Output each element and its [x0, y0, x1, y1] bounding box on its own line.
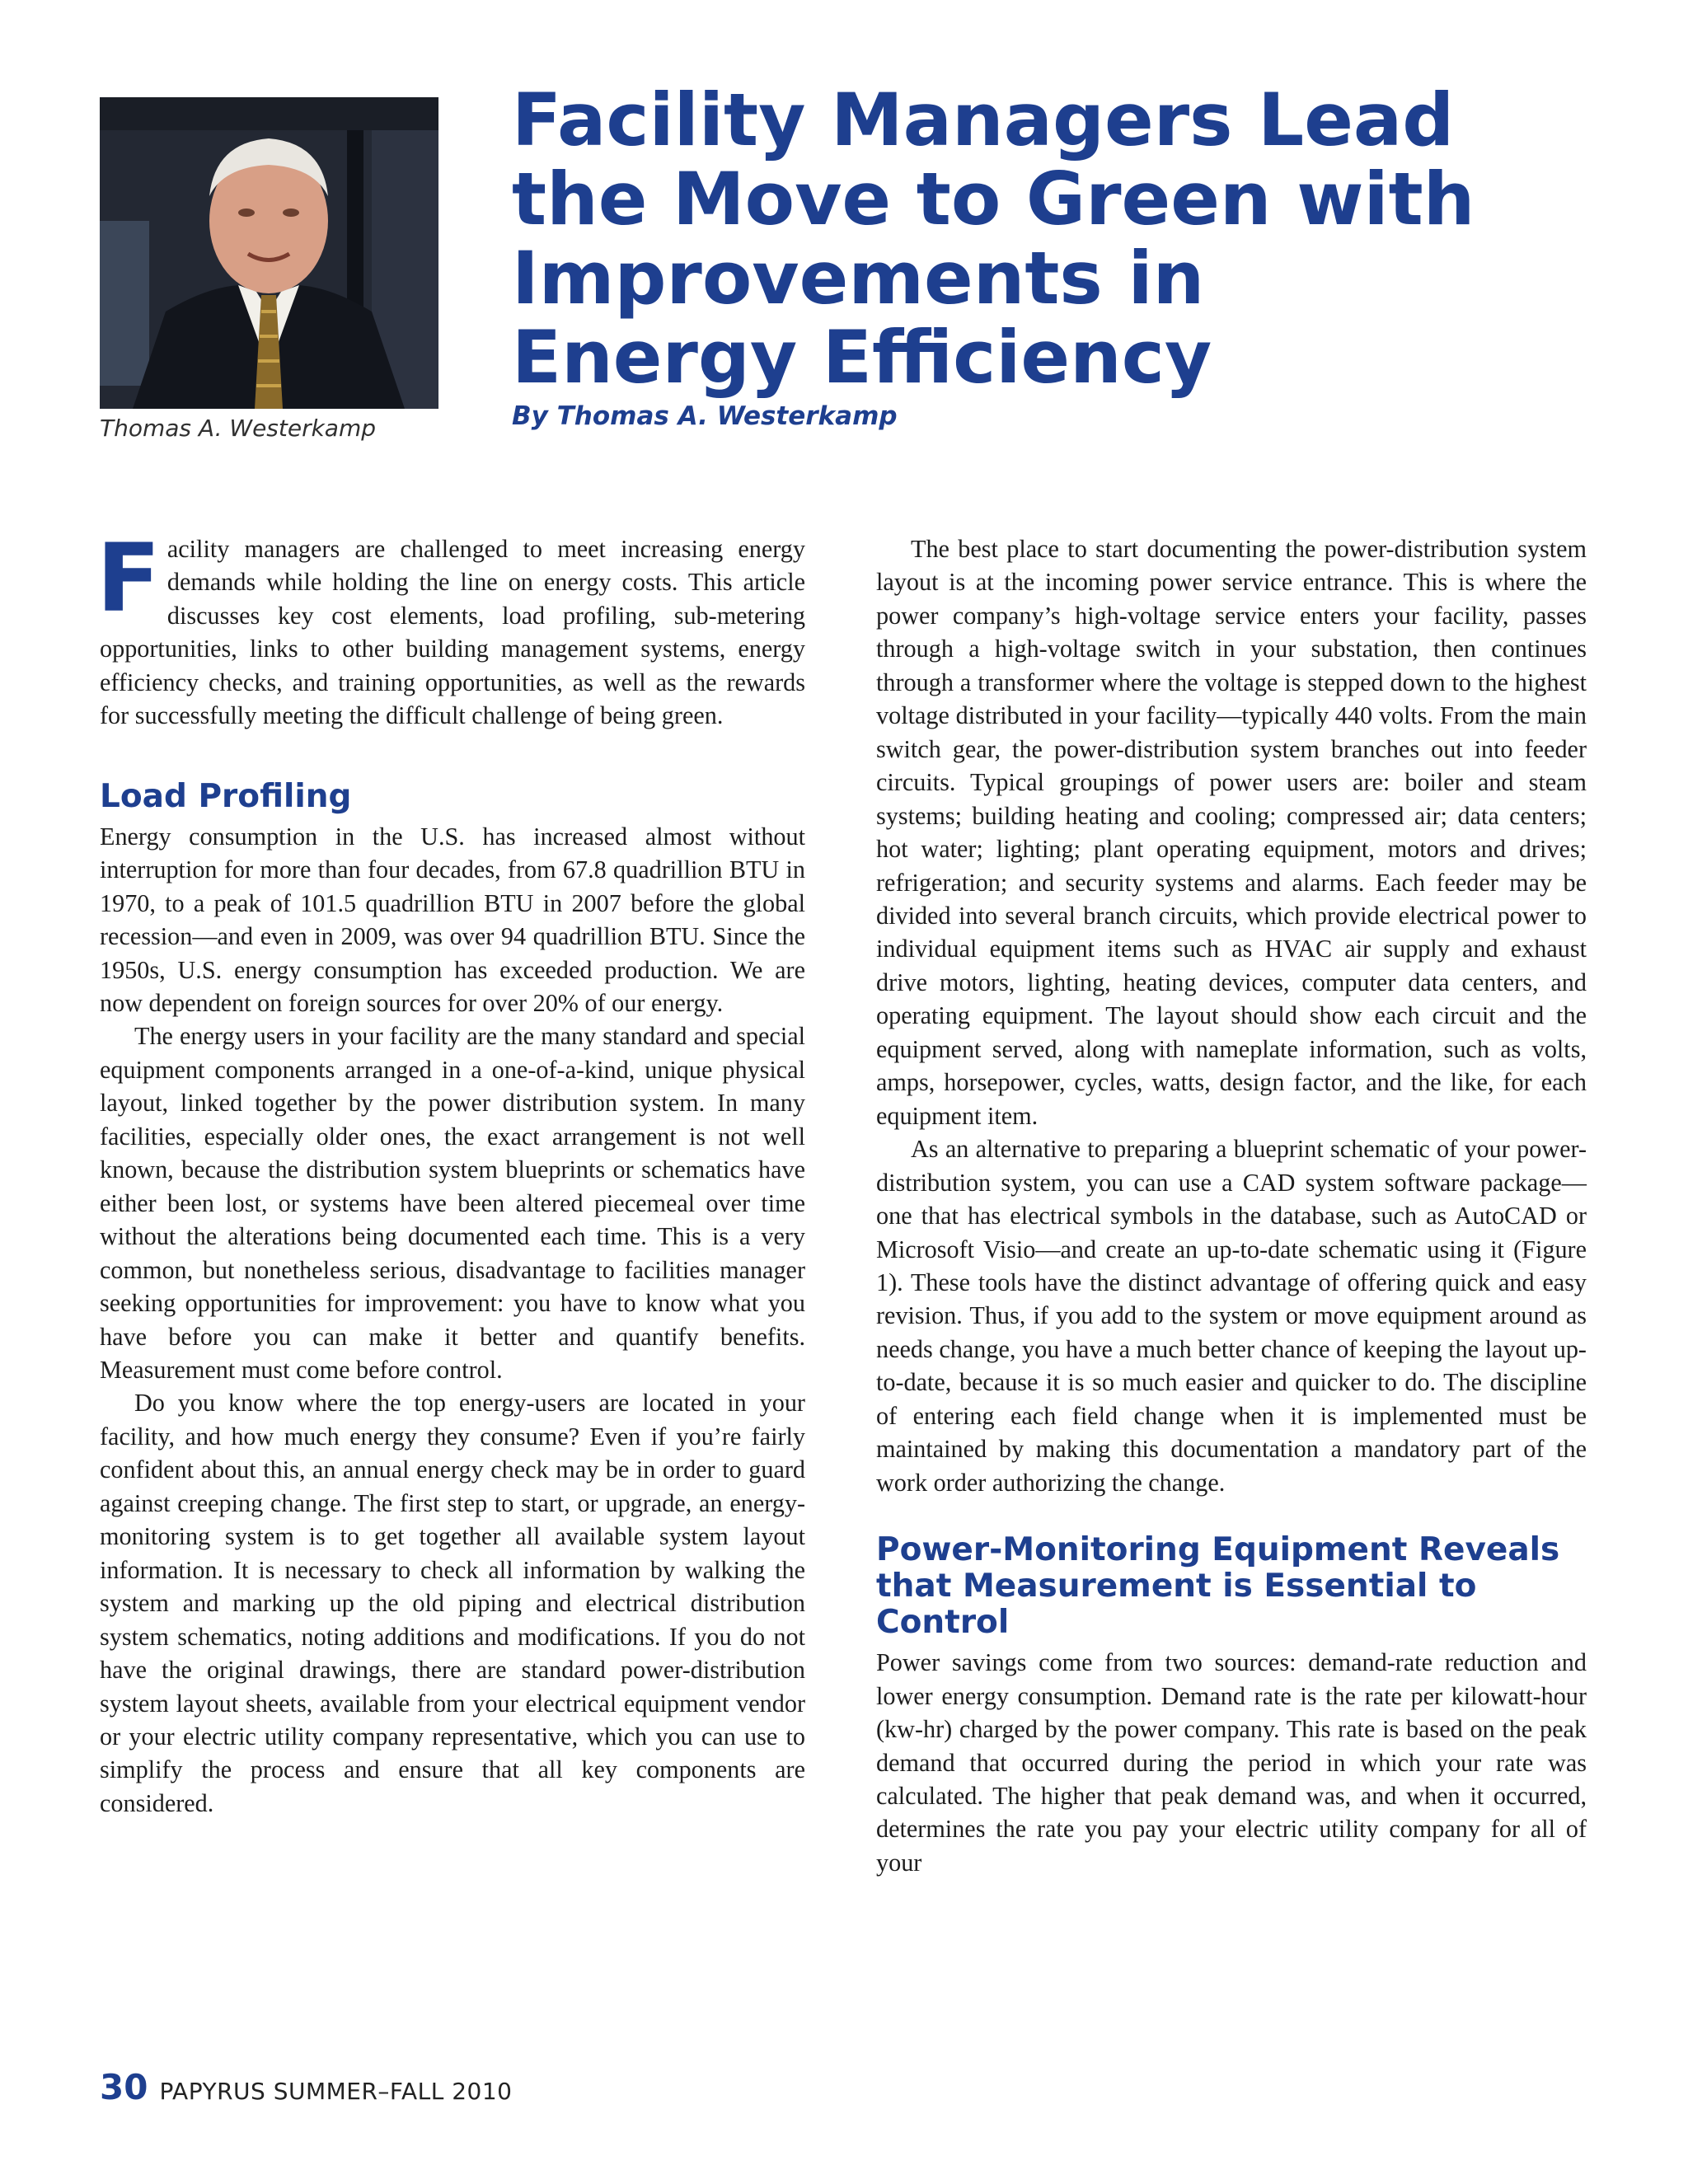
- author-photo: [100, 97, 438, 409]
- body-paragraph: The energy users in your facility are the many standard and special equipment components arranged in a one-of-a-kind, unique physical layout, linked together by the power distribution system. In many facilities, especially older ones, the exact arrangement is not well known, because the distribution system blueprints or schematics have either been lost, or systems have been altered piecemeal over time without the alterations being documented each time. This is a very common, but nonetheless serious, disadvantage to facilities manager seeking opportunities for improvement: you have to know what you have before you can make it better and quantify benefits. Measurement must come before control.: [100, 1022, 805, 1384]
- body-paragraph: Power savings come from two sources: demand-rate reduction and lower energy consumption. Demand rate is the rate per kilowatt-hour (kw-hr) charged by the power company. This rate is based on the peak demand that occurred during the period in which your rate was calculated. The higher that peak demand was, and when it occurred, determines the rate you pay your electric utility company for all of your: [876, 1648, 1587, 1877]
- body-paragraph: Energy consumption in the U.S. has increased almost without interruption for more than four decades, from 67.8 quadrillion BTU in 1970, to a peak of 101.5 quadrillion BTU in 2007 before the global recession—and even in 2009, was over 94 quadrillion BTU. Since the 1950s, U.S. energy consumption has exceeded production. We are now dependent on foreign sources for over 20% of our energy.: [100, 822, 805, 1017]
- intro-text: acility managers are challenged to meet increasing energy demands while holding the line on energy costs. This article discusses key cost elements, load profiling, sub-metering opportunities, links to other building management systems, energy efficiency checks, and training opportunities, as well as the rewards for successfully meeting the difficult challenge of being green.: [100, 535, 805, 730]
- section-heading-load-profiling: Load Profiling: [100, 777, 352, 815]
- author-portrait-image: [100, 97, 438, 409]
- publication-name: PAPYRUS SUMMER–FALL 2010: [159, 2078, 513, 2105]
- article-byline: By Thomas A. Westerkamp: [512, 401, 898, 431]
- article-title: Facility Managers Lead the Move to Green with Improvements in Energy Efficiency: [512, 77, 1475, 400]
- page-footer: [100, 2067, 512, 2107]
- body-paragraph: As an alternative to preparing a blueprint schematic of your power-distribution system, you can use a CAD system software package—one that has electrical symbols in the database, such as AutoCAD or Microsoft Visio—and create an up-to-date schematic using it (Figure 1). These tools have the distinct advantage of offering quick and easy revision. Thus, if you add to the system or move equipment around as needs change, you have a much better chance of keeping the layout up-to-date, because it is so much easier and quicker to do. The discipline of entering each field change when it is implemented must be maintained by making this documentation a mandatory part of the work order authorizing the change.: [876, 1135, 1587, 1497]
- intro-paragraph: [96, 523, 805, 733]
- photo-caption: Thomas A. Westerkamp: [100, 415, 377, 442]
- right-column: [876, 532, 1587, 1879]
- drop-cap: F: [96, 523, 161, 633]
- body-paragraph: The best place to start documenting the power-distribution system layout is at the incoming power service entrance. This is where the power company’s high-voltage service enters your facility, passes through a high-voltage switch in your substation, then continues through a transformer where the voltage is stepped down to the highest voltage distributed in your facility—typically 440 volts. From the main switch gear, the power-distribution system branches out into feeder circuits. Typical groupings of power users are: boiler and steam systems; building heating and cooling; compressed air; data centers; hot water; lighting; plant operating equipment, motors and drives; refrigeration; and security systems and alarms. Each feeder may be divided into several branch circuits, which provide electrical power to individual equipment items such as HVAC air supply and exhaust drive motors, lighting, heating devices, computer data centers, and operating equipment. The layout should show each circuit and the equipment served, along with nameplate information, such as volts, amps, horsepower, cycles, watts, design factor, and the like, for each equipment item.: [876, 535, 1587, 1130]
- left-column: [96, 523, 805, 1820]
- body-paragraph: Do you know where the top energy-users are located in your facility, and how much energy they consume? Even if you’re fairly confident about this, an annual energy check may be in order to guard against creeping change. The first step to start, or upgrade, an energy-monitoring system is to get together all available system layout information. It is necessary to check all information by walking the system and marking up the old piping and electrical distribution system schematics, noting additions and modifications. If you do not have the original drawings, there are standard power-distribution system layout sheets, available from your electrical equipment vendor or your electric utility company representative, which you can use to simplify the process and ensure that all key components are considered.: [100, 1389, 805, 1817]
- page-number: 30: [100, 2067, 148, 2107]
- section-heading-power-monitoring: Power-Monitoring Equipment Reveals that Measurement is Essential to Control: [876, 1531, 1560, 1642]
